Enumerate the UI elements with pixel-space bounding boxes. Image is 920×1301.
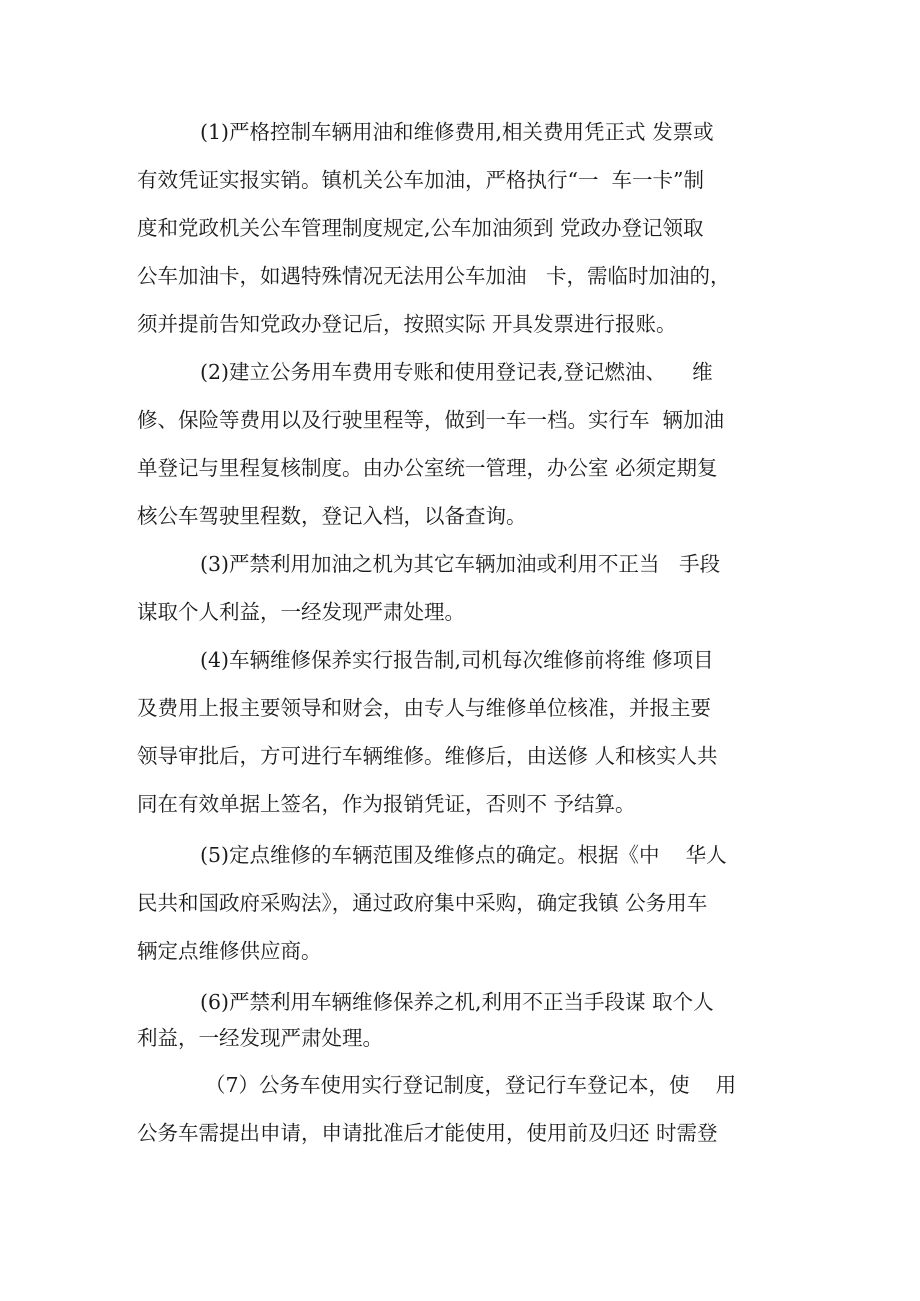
paragraph-1-line-2: 有效凭证实报实销。镇机关公车加油，严格执行“一 车一卡”制 [137,168,704,192]
paragraph-3-line-1: (3)严禁利用加油之机为其它车辆加油或利用不正当 手段 [200,552,721,576]
paragraph-1-line-4: 公车加油卡，如遇特殊情况无法用公车加油 卡，需临时加油的， [137,264,731,288]
paragraph-5-line-2: 民共和国政府采购法》，通过政府集中采购，确定我镇 公务用车 [137,891,708,915]
paragraph-1-line-3: 度和党政机关公车管理制度规定,公车加油须到 党政办登记领取 [137,216,704,240]
paragraph-4-line-4: 同在有效单据上签名，作为报销凭证，否则不 予结算。 [137,792,636,816]
paragraph-5-line-3: 辆定点维修供应商。 [137,939,322,963]
paragraph-2-line-3: 单登记与里程复核制度。由办公室统一管理，办公室 必须定期复 [137,456,718,480]
paragraph-5-line-1: (5)定点维修的车辆范围及维修点的确定。根据《中 华人 [200,843,727,867]
paragraph-4-line-1: (4)车辆维修保养实行报告制,司机每次维修前将维 修项目 [200,648,714,672]
paragraph-4-line-2: 及费用上报主要领导和财会，由专人与维修单位核准，并报主要 [137,696,711,720]
paragraph-7-line-1: （7）公务车使用实行登记制度，登记行车登记本，使 用 [205,1073,737,1097]
paragraph-2-line-2: 修、保险等费用以及行驶里程等，做到一车一档。实行车 辆加油 [137,408,725,432]
paragraph-1-line-1: (1)严格控制车辆用油和维修费用,相关费用凭正式 发票或 [200,120,714,144]
paragraph-6-line-1: (6)严禁利用车辆维修保养之机,利用不正当手段谋 取个人 [200,990,714,1014]
paragraph-6-line-2: 利益，一经发现严肃处理。 [137,1026,383,1050]
paragraph-7-line-2: 公务车需提出申请，申请批准后才能使用，使用前及归还 时需登 [137,1121,718,1145]
paragraph-1-line-5: 须并提前告知党政办登记后，按照实际 开具发票进行报账。 [137,312,677,336]
paragraph-2-line-4: 核公车驾驶里程数，登记入档，以备查询。 [137,504,527,528]
paragraph-3-line-2: 谋取个人利益，一经发现严肃处理。 [137,600,465,624]
paragraph-2-line-1: (2)建立公务用车费用专账和使用登记表,登记燃油、 维 [200,360,713,384]
paragraph-4-line-3: 领导审批后，方可进行车辆维修。维修后，由送修 人和核实人共 [137,744,718,768]
